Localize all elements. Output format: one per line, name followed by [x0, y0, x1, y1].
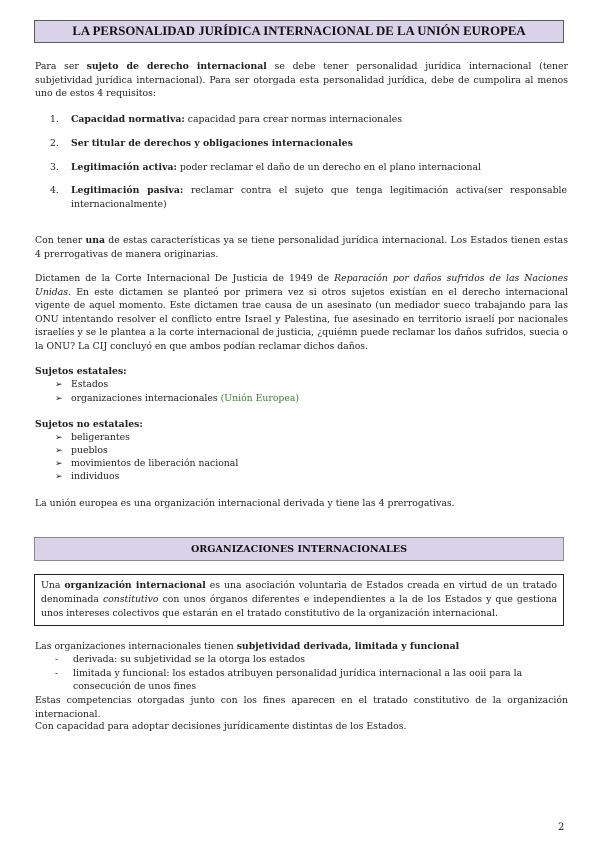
list-text: derivada: su subjetividad se la otorga los estados	[73, 654, 306, 665]
competencias-text: Estas competencias otorgadas junto con los fines aparecen en el tratado constitutivo de la organización internacional.	[35, 695, 568, 720]
una-bold: una	[85, 235, 105, 246]
sujetos-no-estatales-heading-text: Sujetos no estatales:	[35, 419, 143, 430]
list-bold: Ser titular de derechos y obligaciones internacionales	[71, 138, 353, 149]
definition-text-mid: es una asociación voluntaria de Estados creada en virtud de un tratado denominada	[41, 580, 557, 605]
list-text: reclamar contra el sujeto que tenga legitimación activa(ser responsable internacionalmente)	[71, 185, 567, 210]
list-number: 2.	[50, 138, 59, 149]
list-bold: Capacidad normativa:	[71, 114, 185, 125]
competencias-paragraph	[35, 694, 568, 721]
definition-bold: organización internacional	[64, 580, 206, 591]
list-text: organizaciones internacionales	[71, 393, 218, 404]
page-title	[34, 20, 564, 43]
dictamen-text: Dictamen de la Corte Internacional De Justicia de 1949 de	[35, 273, 335, 284]
una-paragraph	[35, 234, 568, 261]
list-text: individuos	[71, 471, 120, 482]
intro-bold: sujeto de derecho internacional	[86, 61, 267, 72]
arrow-bullet-icon: ➢	[55, 459, 63, 469]
section-title-text: ORGANIZACIONES INTERNACIONALES	[190, 543, 408, 555]
list-number: 3.	[50, 162, 59, 173]
definition-text-rest: con unos órganos diferentes e independientes a la de los Estados y que gestiona unos intereses colectivos que estarán en el tratado constitutivo de la organización internacional.	[41, 594, 557, 619]
list-item	[55, 378, 108, 393]
arrow-bullet-icon: ➢	[55, 472, 63, 482]
page-number	[558, 822, 564, 833]
intro-text: Para ser	[35, 61, 87, 72]
union-europea-note: (Unión Europea)	[220, 393, 300, 404]
list-item	[50, 113, 568, 127]
dictamen-italic: Reparación por daños sufridos de las Naciones Unidas	[35, 273, 568, 298]
subjetividad-paragraph	[35, 640, 568, 654]
list-text: capacidad para crear normas internacionales	[184, 114, 402, 125]
list-text: movimientos de liberación nacional	[71, 458, 239, 469]
list-number: 1.	[50, 114, 59, 125]
arrow-bullet-icon: ➢	[55, 380, 63, 390]
intro-paragraph	[35, 60, 568, 101]
dash-bullet: -	[55, 654, 59, 665]
page-title-text: LA PERSONALIDAD JURÍDICA INTERNACIONAL DE LA UNIÓN EUROPEA	[72, 24, 526, 38]
arrow-bullet-icon: ➢	[55, 394, 63, 404]
capacidad-text: Con capacidad para adoptar decisiones jurídicamente distintas de los Estados.	[35, 721, 407, 732]
arrow-bullet-icon: ➢	[55, 446, 63, 456]
section-title	[34, 537, 564, 561]
subjetividad-text: Las organizaciones internacionales tienen	[35, 641, 237, 652]
ue-note	[35, 497, 568, 511]
dictamen-text-rest: . En este dictamen se planteó por primera vez si otros sujetos existían en el derecho internacional vigente de aquel momento. Este dictamen trae causa de un asesinato (un mediador sueco trabajando para las ONU intentando resolver el conflicto entre Israel y Palestina, fue asesinado en territorio israelí por nacionales israelíes y se le plantea a la corte internacional de justicia, ¿quiémn puede reclamar los daños sufridos, suecia o la ONU? La CIJ concluyó en que ambos podían reclamar dichos daños.	[35, 286, 568, 352]
list-item	[50, 161, 568, 175]
capacidad-paragraph	[35, 720, 568, 734]
list-item	[55, 653, 568, 666]
sujetos-estatales-heading	[35, 365, 568, 379]
page-number-text: 2	[558, 822, 565, 833]
list-text: poder reclamar el daño de un derecho en el plano internacional	[176, 162, 482, 173]
list-text: beligerantes	[71, 432, 130, 443]
list-bold: Legitimación pasiva:	[71, 185, 184, 196]
list-item	[50, 184, 568, 211]
sujetos-estatales-heading-text: Sujetos estatales:	[35, 366, 127, 377]
una-text: Con tener	[35, 235, 86, 246]
definition-box	[34, 574, 564, 626]
sujetos-no-estatales-heading	[35, 418, 568, 432]
una-text-rest: de estas características ya se tiene personalidad jurídica internacional. Los Estados tienen estas 4 prerrogativas de manera originarias.	[35, 235, 568, 260]
subjetividad-bold: subjetividad derivada, limitada y funcional	[236, 641, 460, 652]
list-item	[55, 392, 299, 407]
definition-italic: constitutivo	[102, 594, 159, 605]
list-item	[55, 470, 119, 485]
intro-text-rest: se debe tener personalidad jurídica internacional (tener subjetividad jurídica internacional). Para ser otorgada esta personalidad jurídica, debe de cumpolira al menos uno de estos 4 requisitos:	[35, 61, 568, 100]
dictamen-paragraph	[35, 272, 568, 354]
list-number: 4.	[50, 185, 59, 196]
definition-text: Una	[41, 580, 65, 591]
dash-bullet: -	[55, 668, 59, 679]
list-item	[55, 667, 568, 693]
list-item	[50, 137, 568, 151]
list-text: Estados	[71, 379, 109, 390]
list-text: limitada y funcional: los estados atribuyen personalidad jurídica internacional a las ooii para la consecución de unos fines	[73, 668, 523, 693]
arrow-bullet-icon: ➢	[55, 433, 63, 443]
ue-note-text: La unión europea es una organización internacional derivada y tiene las 4 prerrogativas.	[35, 498, 455, 509]
list-text: pueblos	[71, 445, 108, 456]
list-bold: Legitimación activa:	[71, 162, 177, 173]
